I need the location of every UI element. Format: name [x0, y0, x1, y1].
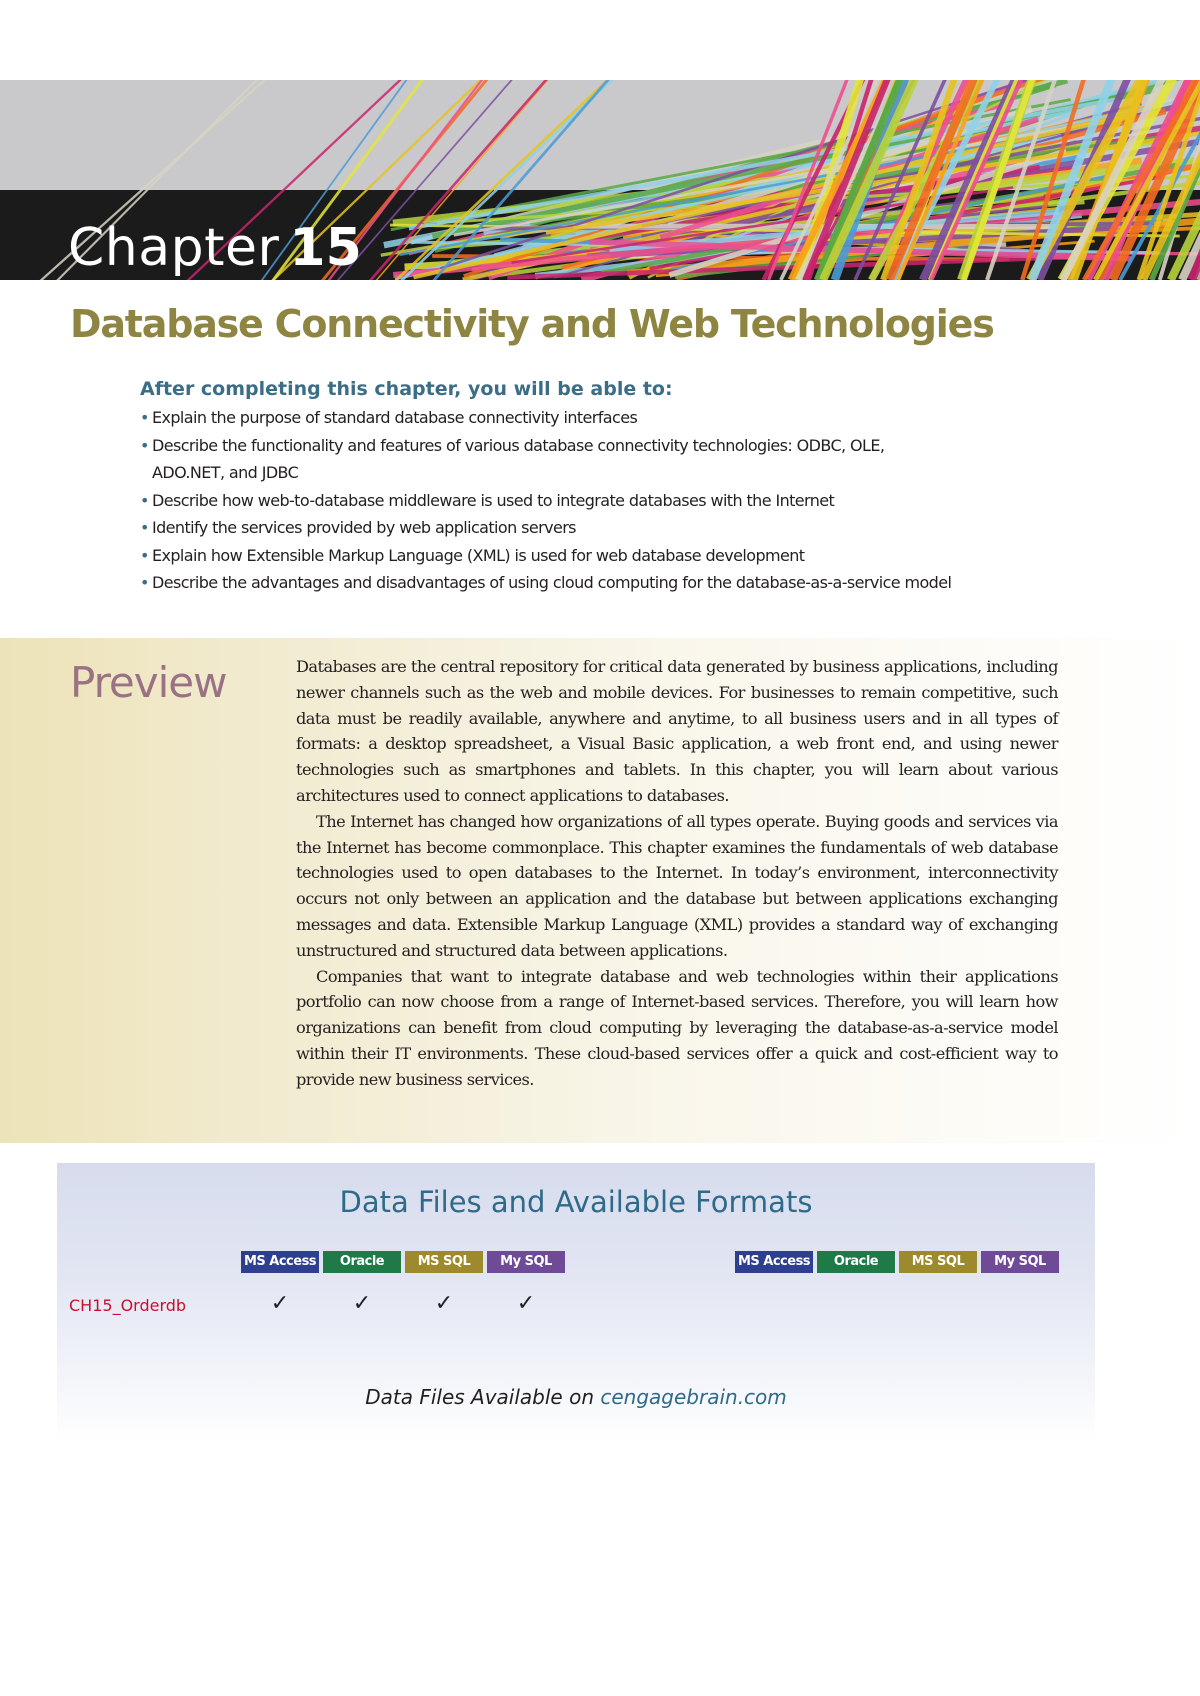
data-file-name: CH15_Orderdb — [69, 1296, 187, 1315]
bullet-icon: • — [140, 435, 149, 455]
format-badge-oracle: Oracle — [817, 1251, 895, 1273]
objective-text: Describe the advantages and disadvantages of using cloud computing for the database-as-a-service model — [152, 573, 952, 592]
objective-item — [140, 487, 960, 515]
objective-item — [140, 514, 960, 542]
preview-paragraph: Databases are the central repository for critical data generated by business applications, including newer channels such as the web and mobile devices. For businesses to remain competitive, such data must be readily available, anywhere and anytime, to all business users and in all types of formats: a desktop spreadsheet, a Visual Basic application, a web front end, and using newer technologies such as smartphones and tablets. In this chapter, you will learn about various architectures used to connect applications to databases. — [296, 657, 1058, 805]
objective-item — [140, 432, 960, 487]
availability-text: Data Files Available on — [365, 1385, 601, 1409]
format-badge-oracle: Oracle — [323, 1251, 401, 1273]
chapter-banner — [0, 80, 1200, 280]
check-icon: ✓ — [270, 1291, 290, 1316]
format-badge-ms-access: MS Access — [735, 1251, 813, 1273]
preview-heading: Preview — [70, 658, 227, 707]
objective-text: Explain the purpose of standard database connectivity interfaces — [152, 408, 638, 427]
chapter-title: Database Connectivity and Web Technologies — [70, 302, 994, 346]
preview-paragraph: The Internet has changed how organizations of all types operate. Buying goods and services via the Internet has become commonplace. This chapter examines the fundamentals of web database technologies used to open databases to the Internet. In today’s environment, interconnectivity occurs not only between an application and the database but between applications exchanging messages and data. Extensible Markup Language (XML) provides a standard way of exchanging unstructured and structured data between applications. — [296, 811, 1058, 960]
bullet-icon: • — [140, 490, 149, 510]
objective-text: Describe how web-to-database middleware is used to integrate databases with the Internet — [152, 490, 835, 510]
data-files-title: Data Files and Available Formats — [339, 1185, 813, 1219]
objective-text: Explain how Extensible Markup Language (XML) is used for web database development — [152, 545, 805, 565]
availability-note — [57, 1385, 1095, 1409]
preview-body — [296, 654, 1058, 1093]
objective-item — [140, 569, 960, 597]
bullet-icon: • — [140, 573, 149, 592]
format-badge-ms-access: MS Access — [241, 1251, 319, 1273]
learning-objectives — [140, 378, 960, 597]
cengagebrain-link[interactable]: cengagebrain.com — [600, 1385, 787, 1409]
format-badge-ms-sql: MS SQL — [405, 1251, 483, 1273]
objective-text: Describe the functionality and features of various database connectivity technologies: ODBC, OLE, ADO.NET, and JDBC — [152, 435, 885, 482]
objective-item — [140, 542, 960, 570]
check-icon: ✓ — [352, 1291, 372, 1316]
check-icon: ✓ — [434, 1291, 454, 1316]
objective-text: Identify the services provided by web application servers — [152, 518, 576, 537]
objectives-heading: After completing this chapter, you will be able to: — [140, 378, 673, 400]
data-files-box — [57, 1163, 1095, 1443]
check-icon: ✓ — [516, 1291, 536, 1316]
objectives-list — [140, 404, 960, 597]
preview-paragraph: Companies that want to integrate database and web technologies within their applications portfolio can now choose from a range of Internet-based services. Therefore, you will learn how organizations can benefit from cloud computing by leveraging the database-as-a-service model within their IT environments. These cloud-based services offer a quick and cost-efficient way to provide new business services. — [296, 966, 1058, 1089]
bullet-icon: • — [140, 545, 149, 565]
objective-item — [140, 404, 960, 432]
format-badge-ms-sql: MS SQL — [899, 1251, 977, 1273]
preview-section — [0, 638, 1200, 1143]
bullet-icon: • — [140, 518, 149, 537]
bullet-icon: • — [140, 408, 149, 427]
chapter-number: 15 — [289, 218, 362, 278]
format-badge-my-sql: My SQL — [487, 1251, 565, 1273]
chapter-word: Chapter — [68, 218, 280, 278]
format-badge-my-sql: My SQL — [981, 1251, 1059, 1273]
chapter-label — [68, 218, 362, 278]
